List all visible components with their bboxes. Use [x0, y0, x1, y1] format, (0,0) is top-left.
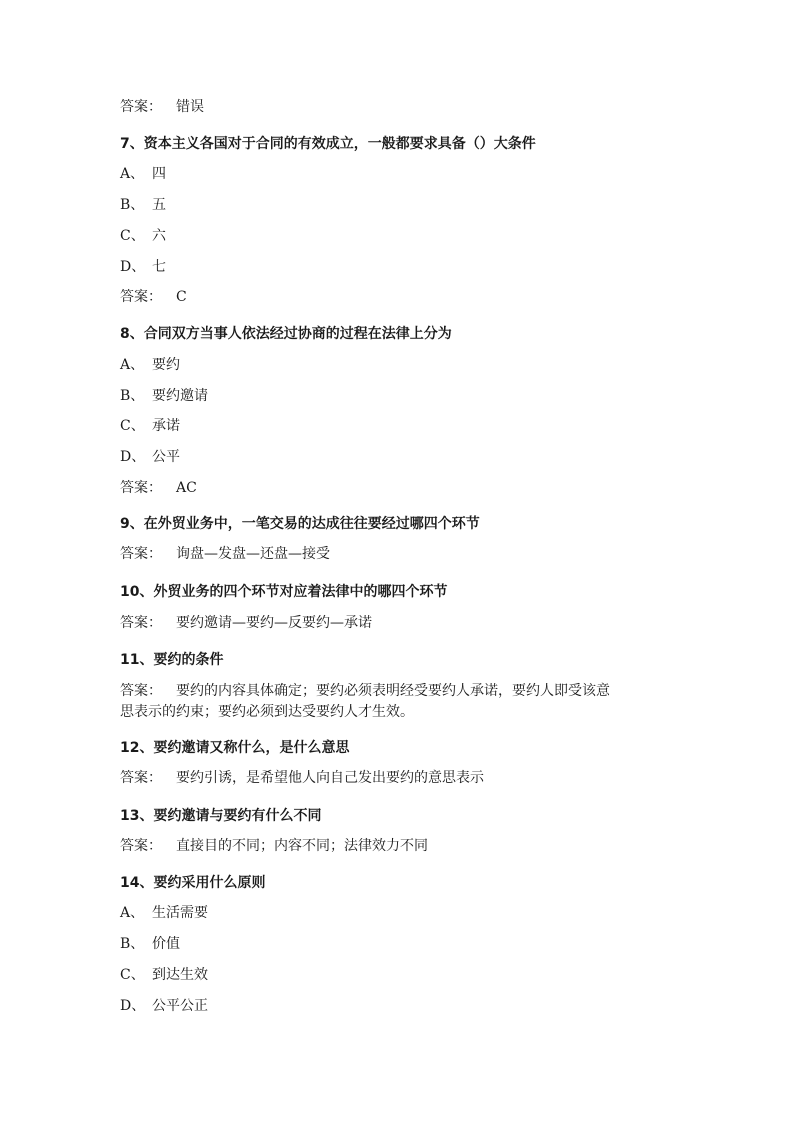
answer-label: 答案：: [120, 683, 162, 699]
answer-text: 错误: [176, 99, 204, 115]
option-text: 七: [152, 259, 166, 275]
option-d: [120, 257, 680, 277]
option-text: 公平公正: [152, 998, 208, 1014]
answer-text: 要约的内容具体确定；要约必须表明经受要约人承诺，要约人即受该意: [176, 683, 610, 699]
answer-label: 答案：: [120, 99, 162, 115]
question-11: 11、要约的条件: [120, 652, 224, 668]
answer-label: 答案：: [120, 770, 162, 786]
answer-text: 要约邀请—要约—反要约—承诺: [176, 615, 372, 631]
option-text: 四: [152, 166, 166, 182]
option-text: 生活需要: [152, 905, 208, 921]
answer-text: 直接目的不同；内容不同；法律效力不同: [176, 838, 428, 854]
answer-line: [120, 287, 680, 307]
option-text: 六: [152, 228, 166, 244]
answer-line: [120, 97, 680, 117]
answer-label: 答案：: [120, 615, 162, 631]
option-letter: C、: [120, 228, 145, 244]
answer-label: 答案：: [120, 546, 162, 562]
answer-continuation: 思表示的约束；要约必须到达受要约人才生效。: [120, 704, 414, 720]
option-b: [120, 934, 680, 954]
option-letter: C、: [120, 418, 145, 434]
answer-label: 答案：: [120, 289, 162, 305]
option-a: [120, 164, 680, 184]
option-letter: D、: [120, 449, 146, 465]
question-7: 7、资本主义各国对于合同的有效成立，一般都要求具备（）大条件: [120, 136, 536, 152]
option-text: 承诺: [152, 418, 180, 434]
option-text: 要约: [152, 357, 180, 373]
option-letter: B、: [120, 936, 145, 952]
option-b: [120, 195, 680, 215]
answer-label: 答案：: [120, 838, 162, 854]
answer-line: [120, 681, 680, 701]
answer-text: C: [176, 289, 187, 305]
option-c: [120, 226, 680, 246]
answer-line: [120, 544, 680, 564]
option-letter: A、: [120, 357, 145, 373]
option-a: [120, 903, 680, 923]
option-text: 要约邀请: [152, 388, 208, 404]
option-a: [120, 355, 680, 375]
option-letter: B、: [120, 197, 145, 213]
question-10: 10、外贸业务的四个环节对应着法律中的哪四个环节: [120, 584, 448, 600]
option-letter: B、: [120, 388, 145, 404]
option-letter: A、: [120, 166, 145, 182]
question-8: 8、合同双方当事人依法经过协商的过程在法律上分为: [120, 326, 452, 342]
question-9: 9、在外贸业务中，一笔交易的达成往往要经过哪四个环节: [120, 516, 480, 532]
option-c: [120, 416, 680, 436]
question-12: 12、要约邀请又称什么，是什么意思: [120, 740, 350, 756]
option-d: [120, 447, 680, 467]
answer-label: 答案：: [120, 480, 162, 496]
answer-text: 询盘—发盘—还盘—接受: [176, 546, 330, 562]
answer-text: 要约引诱，是希望他人向自己发出要约的意思表示: [176, 770, 484, 786]
question-13: 13、要约邀请与要约有什么不同: [120, 808, 322, 824]
option-text: 公平: [152, 449, 180, 465]
option-text: 价值: [152, 936, 180, 952]
option-letter: A、: [120, 905, 145, 921]
option-d: [120, 996, 680, 1016]
option-letter: D、: [120, 998, 146, 1014]
option-b: [120, 386, 680, 406]
answer-text: AC: [176, 480, 197, 496]
question-14: 14、要约采用什么原则: [120, 875, 266, 891]
answer-line: [120, 478, 680, 498]
answer-line: [120, 836, 680, 856]
option-letter: D、: [120, 259, 146, 275]
option-letter: C、: [120, 967, 145, 983]
answer-line: [120, 768, 680, 788]
answer-line: [120, 613, 680, 633]
option-c: [120, 965, 680, 985]
option-text: 到达生效: [152, 967, 208, 983]
option-text: 五: [152, 197, 166, 213]
